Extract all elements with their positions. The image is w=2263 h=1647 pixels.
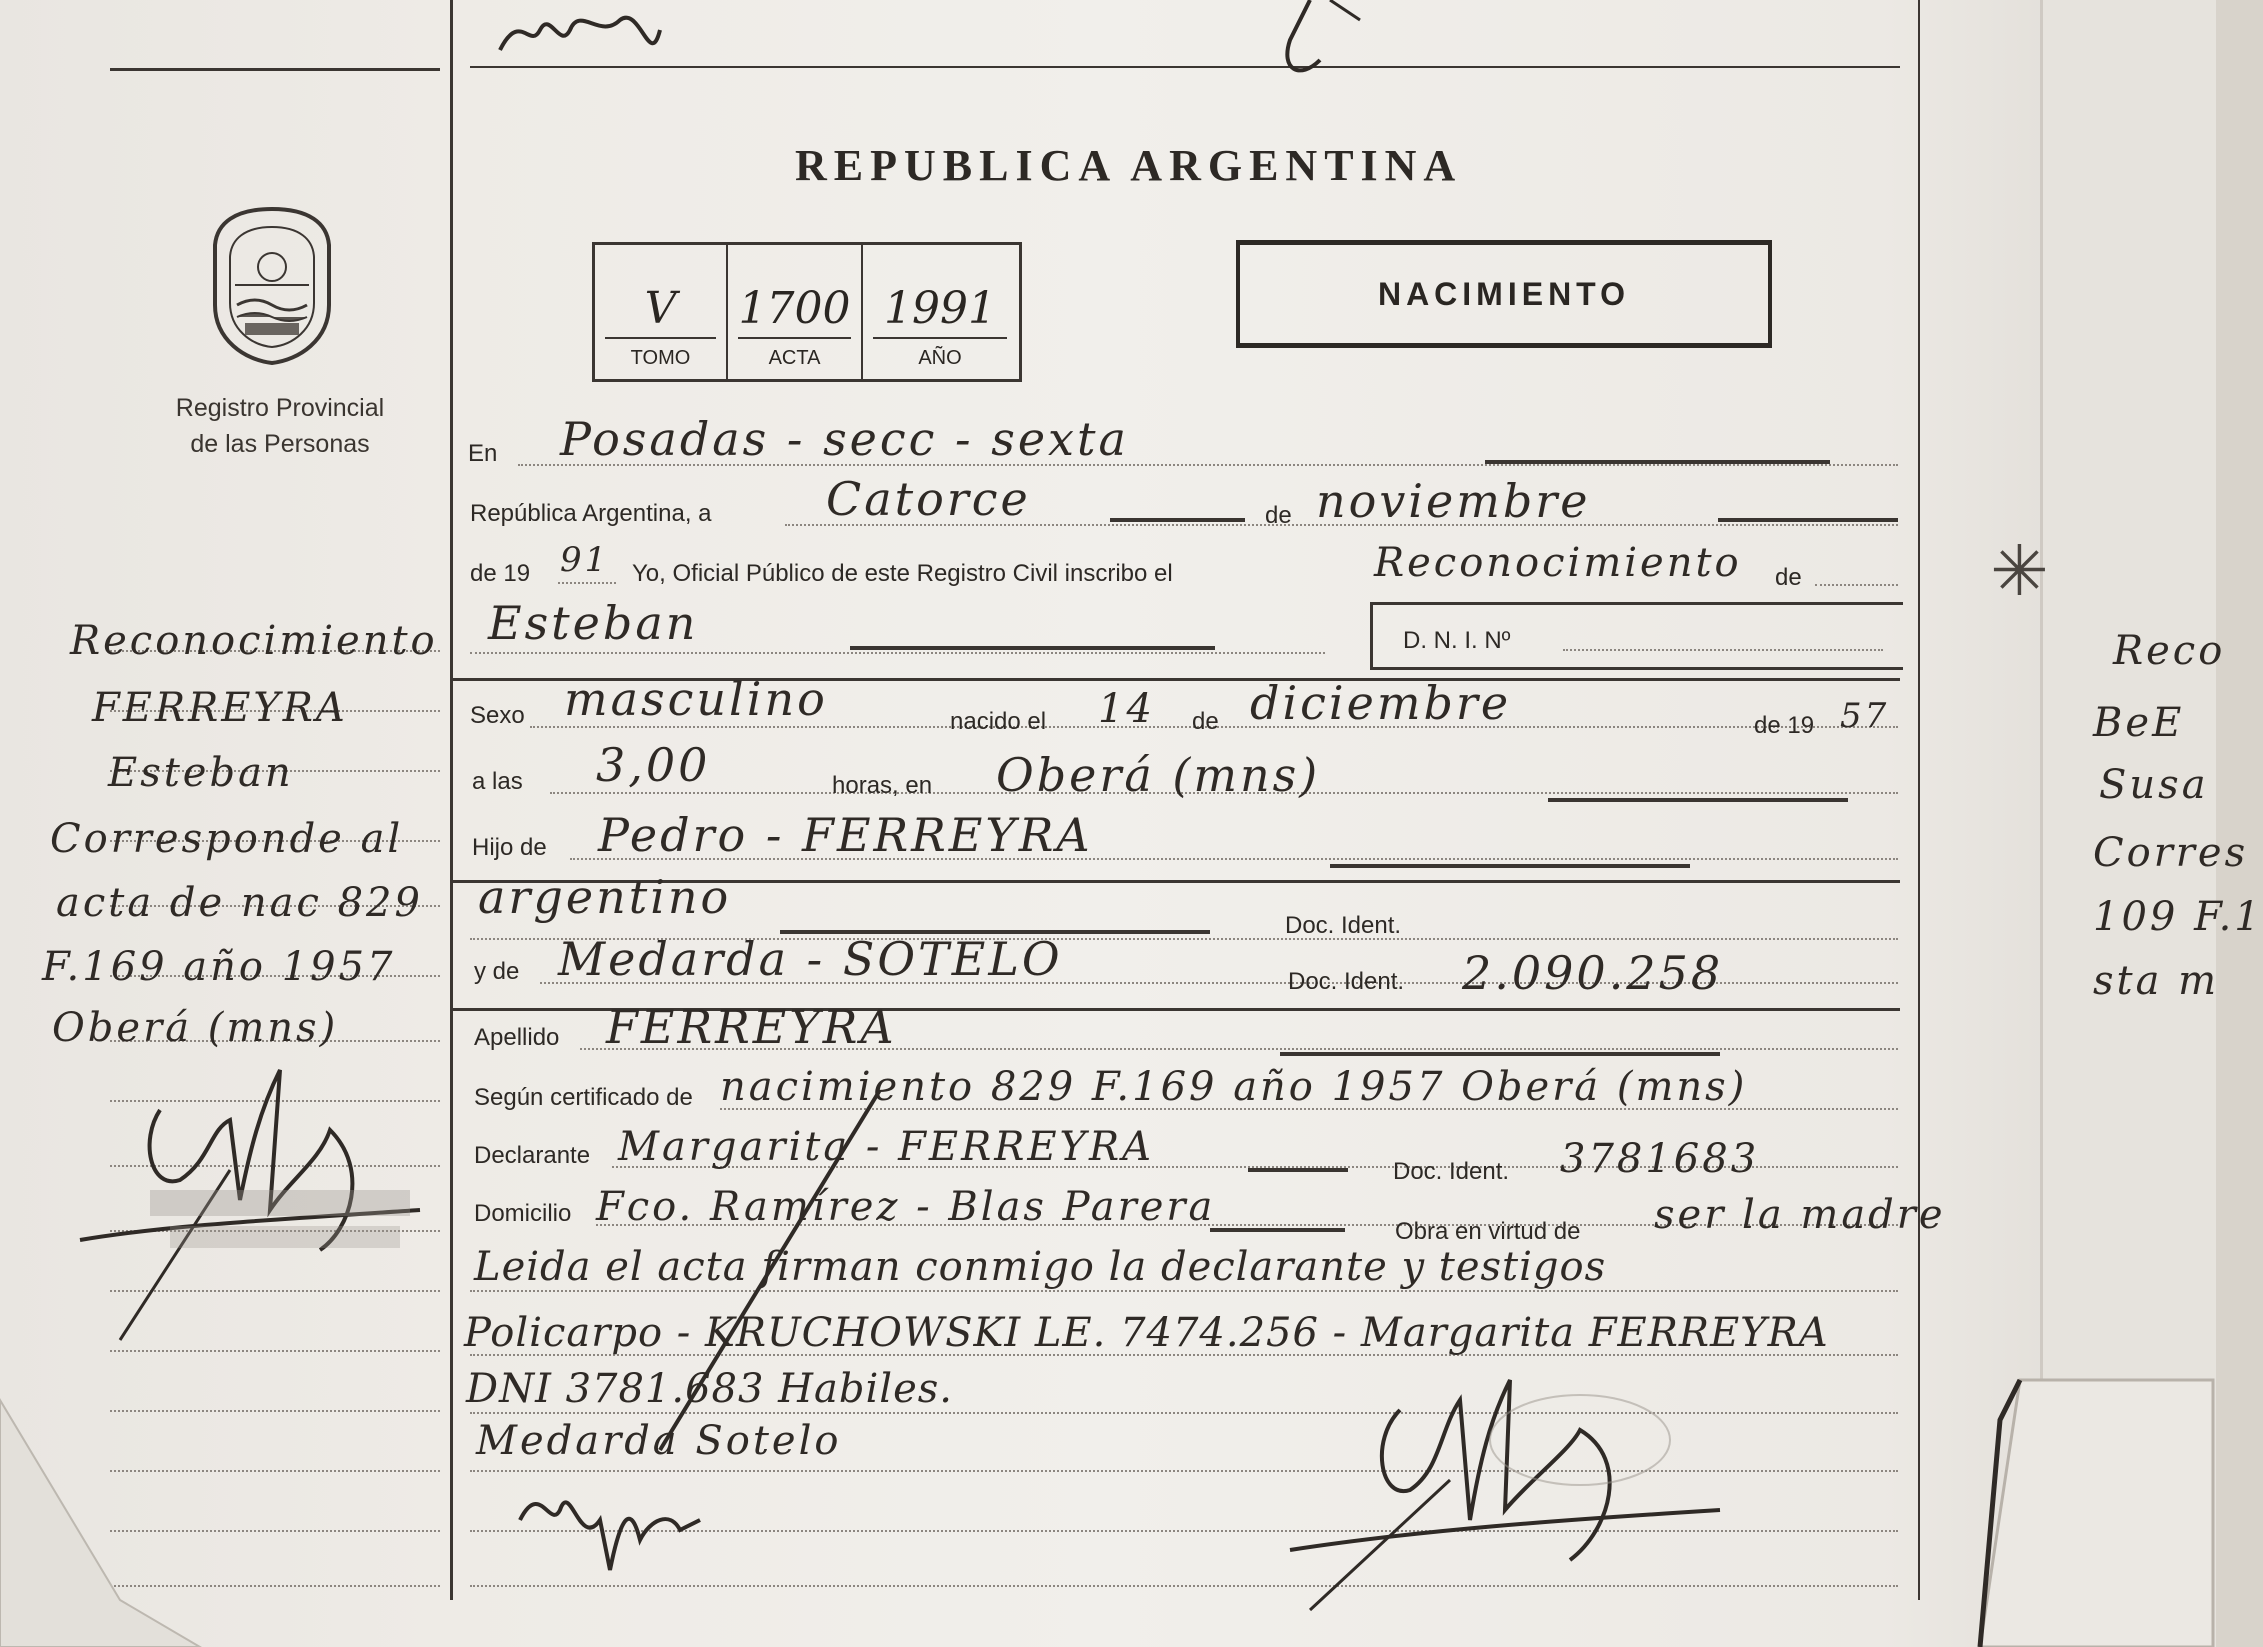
witness-signature bbox=[500, 1460, 780, 1600]
dni-label: D. N. I. Nº bbox=[1403, 627, 1511, 654]
en-value: Posadas - secc - sexta bbox=[560, 412, 1129, 466]
acta-texto-line3: DNI 3781.683 Habiles. bbox=[466, 1366, 953, 1412]
obra-label: Obra en virtud de bbox=[1395, 1218, 1581, 1245]
adjacent-page-line: Corres bbox=[2093, 830, 2249, 876]
adjacent-page-line: sta m bbox=[2093, 958, 2220, 1004]
provincial-seal-icon bbox=[205, 205, 340, 367]
page-right-border bbox=[1918, 0, 1920, 1600]
inscribo-de-label: de bbox=[1775, 564, 1802, 591]
a-las-label: a las bbox=[472, 768, 523, 795]
apellido-label: Apellido bbox=[474, 1024, 560, 1051]
tomo-value: V bbox=[644, 283, 677, 334]
republica-label: República Argentina, a bbox=[470, 500, 712, 527]
record-type-label: NACIMIENTO bbox=[1377, 275, 1631, 312]
ano-label: AÑO bbox=[918, 347, 962, 369]
official-signature bbox=[1280, 1360, 1730, 1620]
diagonal-signature-stroke bbox=[650, 1080, 910, 1460]
folded-corner bbox=[0, 1400, 200, 1647]
adjacent-page-line: BeE bbox=[2093, 700, 2185, 746]
nacido-year-value: 57 bbox=[1840, 696, 1890, 736]
de-year-label: de 19 bbox=[470, 560, 531, 587]
nacido-year-label: de 19 bbox=[1754, 712, 1815, 739]
registry-number-box bbox=[592, 242, 1022, 382]
declarante-doc-label: Doc. Ident. bbox=[1393, 1158, 1510, 1185]
adjacent-page-line: Reco bbox=[2113, 628, 2226, 674]
agency-name-line1: Registro Provincial bbox=[175, 394, 385, 422]
margin-note-line: F.169 año 1957 bbox=[42, 944, 396, 990]
agency-name-line2: de las Personas bbox=[190, 430, 370, 458]
padre-doc-label: Doc. Ident. bbox=[1285, 912, 1402, 939]
record-type-box bbox=[1236, 240, 1772, 348]
domicilio-value: Fco. Ramírez - Blas Parera bbox=[596, 1184, 1216, 1230]
acta-value: 1700 bbox=[738, 283, 851, 334]
nacido-de-label: de bbox=[1192, 708, 1219, 735]
tomo-cell bbox=[595, 245, 728, 379]
dia-value: Catorce bbox=[826, 472, 1031, 526]
declarante-value: Margarita - FERREYRA bbox=[618, 1124, 1154, 1170]
segun-label: Según certificado de bbox=[474, 1084, 693, 1111]
margin-note-line: acta de nac 829 bbox=[56, 880, 423, 926]
margin-signature bbox=[70, 1050, 430, 1350]
en-label: En bbox=[468, 440, 498, 467]
inscribo-value: Reconocimiento bbox=[1374, 540, 1742, 586]
yo-label: Yo, Oficial Público de este Registro Civil inscribo el bbox=[632, 560, 1173, 587]
nombre-value: Esteban bbox=[488, 596, 699, 650]
hole-mark-icon: ✳ bbox=[1990, 530, 2049, 612]
margin-note-line: Corresponde al bbox=[50, 816, 404, 862]
margin-note-line: Esteban bbox=[108, 750, 294, 796]
y-de-label: y de bbox=[474, 958, 520, 985]
dni-box bbox=[1370, 602, 1903, 670]
acta-texto-line1: Leida el acta firman conmigo la declarante y testigos bbox=[474, 1244, 1607, 1290]
tomo-label: TOMO bbox=[630, 347, 691, 369]
segun-value: nacimiento 829 F.169 año 1957 Oberá (mns) bbox=[720, 1064, 1748, 1110]
lugar-value: Oberá (mns) bbox=[996, 748, 1321, 802]
nacido-label: nacido el bbox=[950, 708, 1047, 735]
mes-value: noviembre bbox=[1316, 474, 1591, 528]
hijo-label: Hijo de bbox=[472, 834, 547, 861]
margin-note-line: Reconocimiento bbox=[70, 618, 438, 664]
acta-cell bbox=[728, 245, 863, 379]
madre-doc-value: 2.090.258 bbox=[1462, 946, 1724, 1000]
nacido-mes-value: diciembre bbox=[1250, 676, 1512, 730]
obra-value: ser la madre bbox=[1654, 1192, 1946, 1238]
horas-en-label: horas, en bbox=[832, 772, 933, 799]
adjacent-page-line: Susa bbox=[2099, 762, 2209, 808]
folded-corner-right bbox=[1960, 1380, 2213, 1647]
declarante-label: Declarante bbox=[474, 1142, 591, 1169]
margin-note-line: FERREYRA bbox=[92, 685, 348, 731]
year-suffix-value: 91 bbox=[560, 540, 610, 580]
margin-note-line: Oberá (mns) bbox=[52, 1005, 339, 1051]
margin-divider bbox=[450, 0, 453, 1600]
hora-value: 3,00 bbox=[596, 738, 711, 792]
de-label: de bbox=[1265, 502, 1292, 529]
document-country-title: REPUBLICA ARGENTINA bbox=[795, 141, 1463, 190]
domicilio-label: Domicilio bbox=[474, 1200, 572, 1227]
declarante-doc-value: 3781683 bbox=[1560, 1136, 1760, 1182]
sexo-label: Sexo bbox=[470, 702, 525, 729]
ano-value: 1991 bbox=[884, 283, 996, 334]
acta-label: ACTA bbox=[768, 347, 821, 369]
margin-top-rule bbox=[110, 68, 440, 71]
padre-value: Pedro - FERREYRA bbox=[598, 808, 1093, 862]
padre-nacionalidad-value: argentino bbox=[478, 870, 732, 924]
sexo-value: masculino bbox=[564, 672, 828, 726]
ano-cell bbox=[863, 245, 1017, 379]
nacido-dia-value: 14 bbox=[1098, 686, 1155, 732]
adjacent-page-line: 109 F.1 bbox=[2093, 894, 2263, 940]
top-signatures bbox=[490, 0, 1390, 90]
apellido-value: FERREYRA bbox=[606, 1000, 897, 1054]
acta-texto-line2: Policarpo - KRUCHOWSKI LE. 7474.256 - Margarita FERREYRA bbox=[464, 1310, 1829, 1356]
madre-doc-label: Doc. Ident. bbox=[1288, 968, 1405, 995]
firma-madre: Medarda Sotelo bbox=[476, 1418, 842, 1464]
madre-value: Medarda - SOTELO bbox=[558, 932, 1063, 986]
